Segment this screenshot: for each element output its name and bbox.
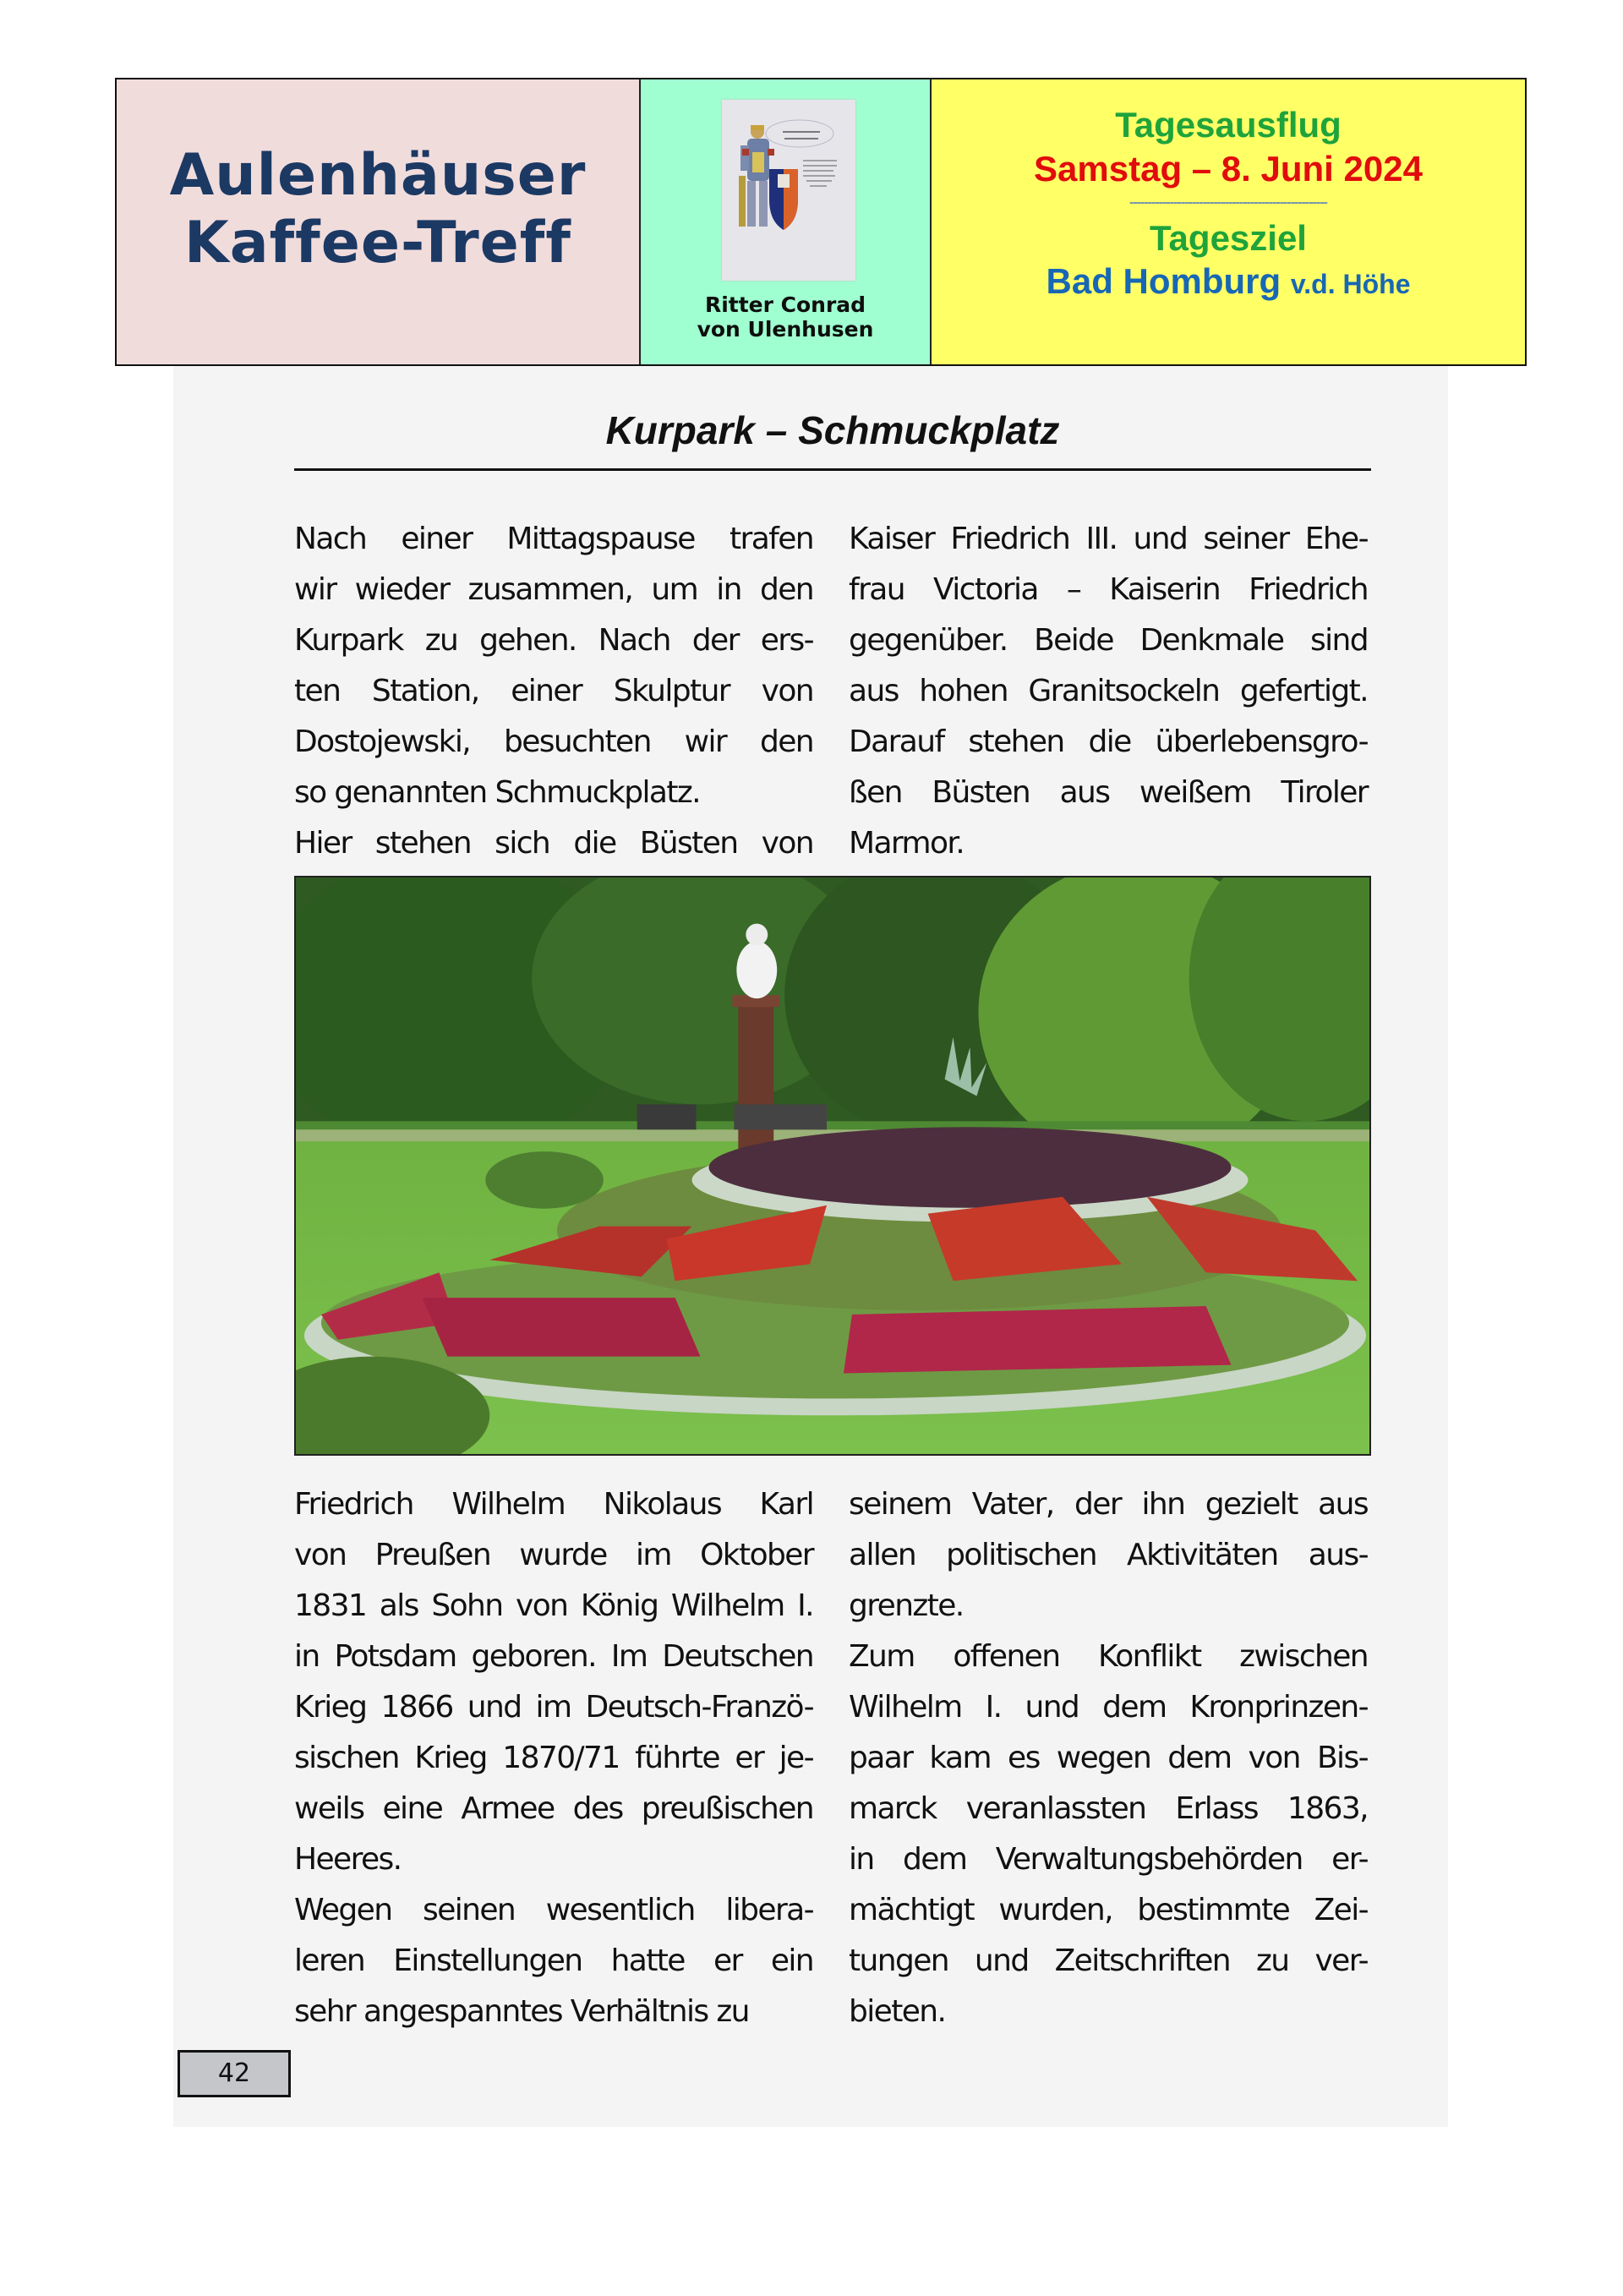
flowerbed-image — [296, 877, 1369, 1454]
text-line: seinem Vater, der ihn gezielt aus — [849, 1487, 1368, 1522]
text-column-1 — [294, 514, 813, 869]
park-photo — [294, 876, 1371, 1456]
text-line: mächtigt wurden, bestimmte Zei- — [849, 1893, 1368, 1927]
text-column-3 — [294, 1479, 813, 2037]
text-line: Friedrich Wilhelm Nikolaus Karl — [294, 1487, 813, 1522]
text-line: wir wieder zusammen, um in den — [294, 572, 813, 607]
text-line: marck veranlassten Erlass 1863, — [849, 1791, 1368, 1826]
club-name-line2: Kaffee-Treff — [184, 209, 571, 276]
text-line: so genannten Schmuckplatz. — [294, 775, 701, 810]
text-line: 1831 als Sohn von König Wilhelm I. — [294, 1588, 813, 1623]
destination-label: Tagesziel — [1150, 218, 1307, 258]
trip-label: Tagesausflug — [1115, 105, 1342, 145]
separator-line: ------------------------------------------------------ — [1129, 195, 1327, 210]
text-line: Dostojewski, besuchten wir den — [294, 724, 813, 759]
text-line: Kurpark zu gehen. Nach der ers- — [294, 623, 813, 658]
club-name-panel — [117, 79, 641, 364]
text-column-4 — [849, 1479, 1368, 2037]
page-number: 42 — [178, 2050, 291, 2097]
knight-caption — [641, 292, 930, 342]
title-divider — [294, 468, 1371, 471]
club-name-line1: Aulenhäuser — [169, 141, 587, 209]
knight-icon — [722, 100, 855, 281]
text-line: von Preußen wurde im Oktober — [294, 1538, 813, 1572]
knight-caption-line2: von Ulenhusen — [697, 317, 874, 342]
text-line: bieten. — [849, 1994, 946, 2029]
knight-illustration — [722, 100, 855, 281]
text-line: Heeres. — [294, 1842, 402, 1877]
trip-info-panel — [932, 79, 1525, 364]
text-line: leren Einstellungen hatte er ein — [294, 1943, 813, 1978]
destination-suffix: v.d. Höhe — [1290, 269, 1411, 299]
text-line: sehr angespanntes Verhältnis zu — [294, 1994, 749, 2029]
text-column-2 — [849, 514, 1368, 869]
text-line: in Potsdam geboren. Im Deutschen — [294, 1639, 813, 1674]
text-line: Zum offenen Konflikt zwischen — [849, 1639, 1368, 1674]
text-line: Marmor. — [849, 826, 965, 861]
text-line: Kaiser Friedrich III. und seiner Ehe- — [849, 522, 1368, 556]
text-line: Krieg 1866 und im Deutsch-Franzö- — [294, 1690, 813, 1725]
text-line: in dem Verwaltungsbehörden er- — [849, 1842, 1368, 1877]
text-line: Wegen seinen wesentlich libera- — [294, 1893, 813, 1927]
text-line: allen politischen Aktivitäten aus- — [849, 1538, 1368, 1572]
text-line: Hier stehen sich die Büsten von — [294, 826, 813, 861]
article-title: Kurpark – Schmuckplatz — [605, 408, 1060, 452]
text-line: weils eine Armee des preußischen — [294, 1791, 813, 1826]
text-line: sischen Krieg 1870/71 führte er je- — [294, 1741, 813, 1775]
text-line: ßen Büsten aus weißem Tiroler — [849, 775, 1368, 810]
text-line: aus hohen Granitsockeln gefertigt. — [849, 674, 1368, 708]
text-line: Nach einer Mittagspause trafen — [294, 522, 813, 556]
text-line: gegenüber. Beide Denkmale sind — [849, 623, 1368, 658]
text-line: paar kam es wegen dem von Bis- — [849, 1741, 1368, 1775]
knight-caption-line1: Ritter Conrad — [704, 292, 866, 317]
trip-date: Samstag – 8. Juni 2024 — [1034, 149, 1423, 189]
text-line: Wilhelm I. und dem Kronprinzen- — [849, 1690, 1368, 1725]
destination-name: Bad Homburg — [1046, 261, 1281, 301]
destination — [932, 260, 1525, 305]
text-line: tungen und Zeitschriften zu ver- — [849, 1943, 1368, 1978]
text-line: Darauf stehen die überlebensgro- — [849, 724, 1368, 759]
header-banner — [115, 78, 1527, 366]
text-line: ten Station, einer Skulptur von — [294, 674, 813, 708]
knight-panel — [641, 79, 932, 364]
text-line: grenzte. — [849, 1588, 964, 1623]
text-line: frau Victoria – Kaiserin Friedrich — [849, 572, 1368, 607]
club-name — [170, 142, 587, 277]
